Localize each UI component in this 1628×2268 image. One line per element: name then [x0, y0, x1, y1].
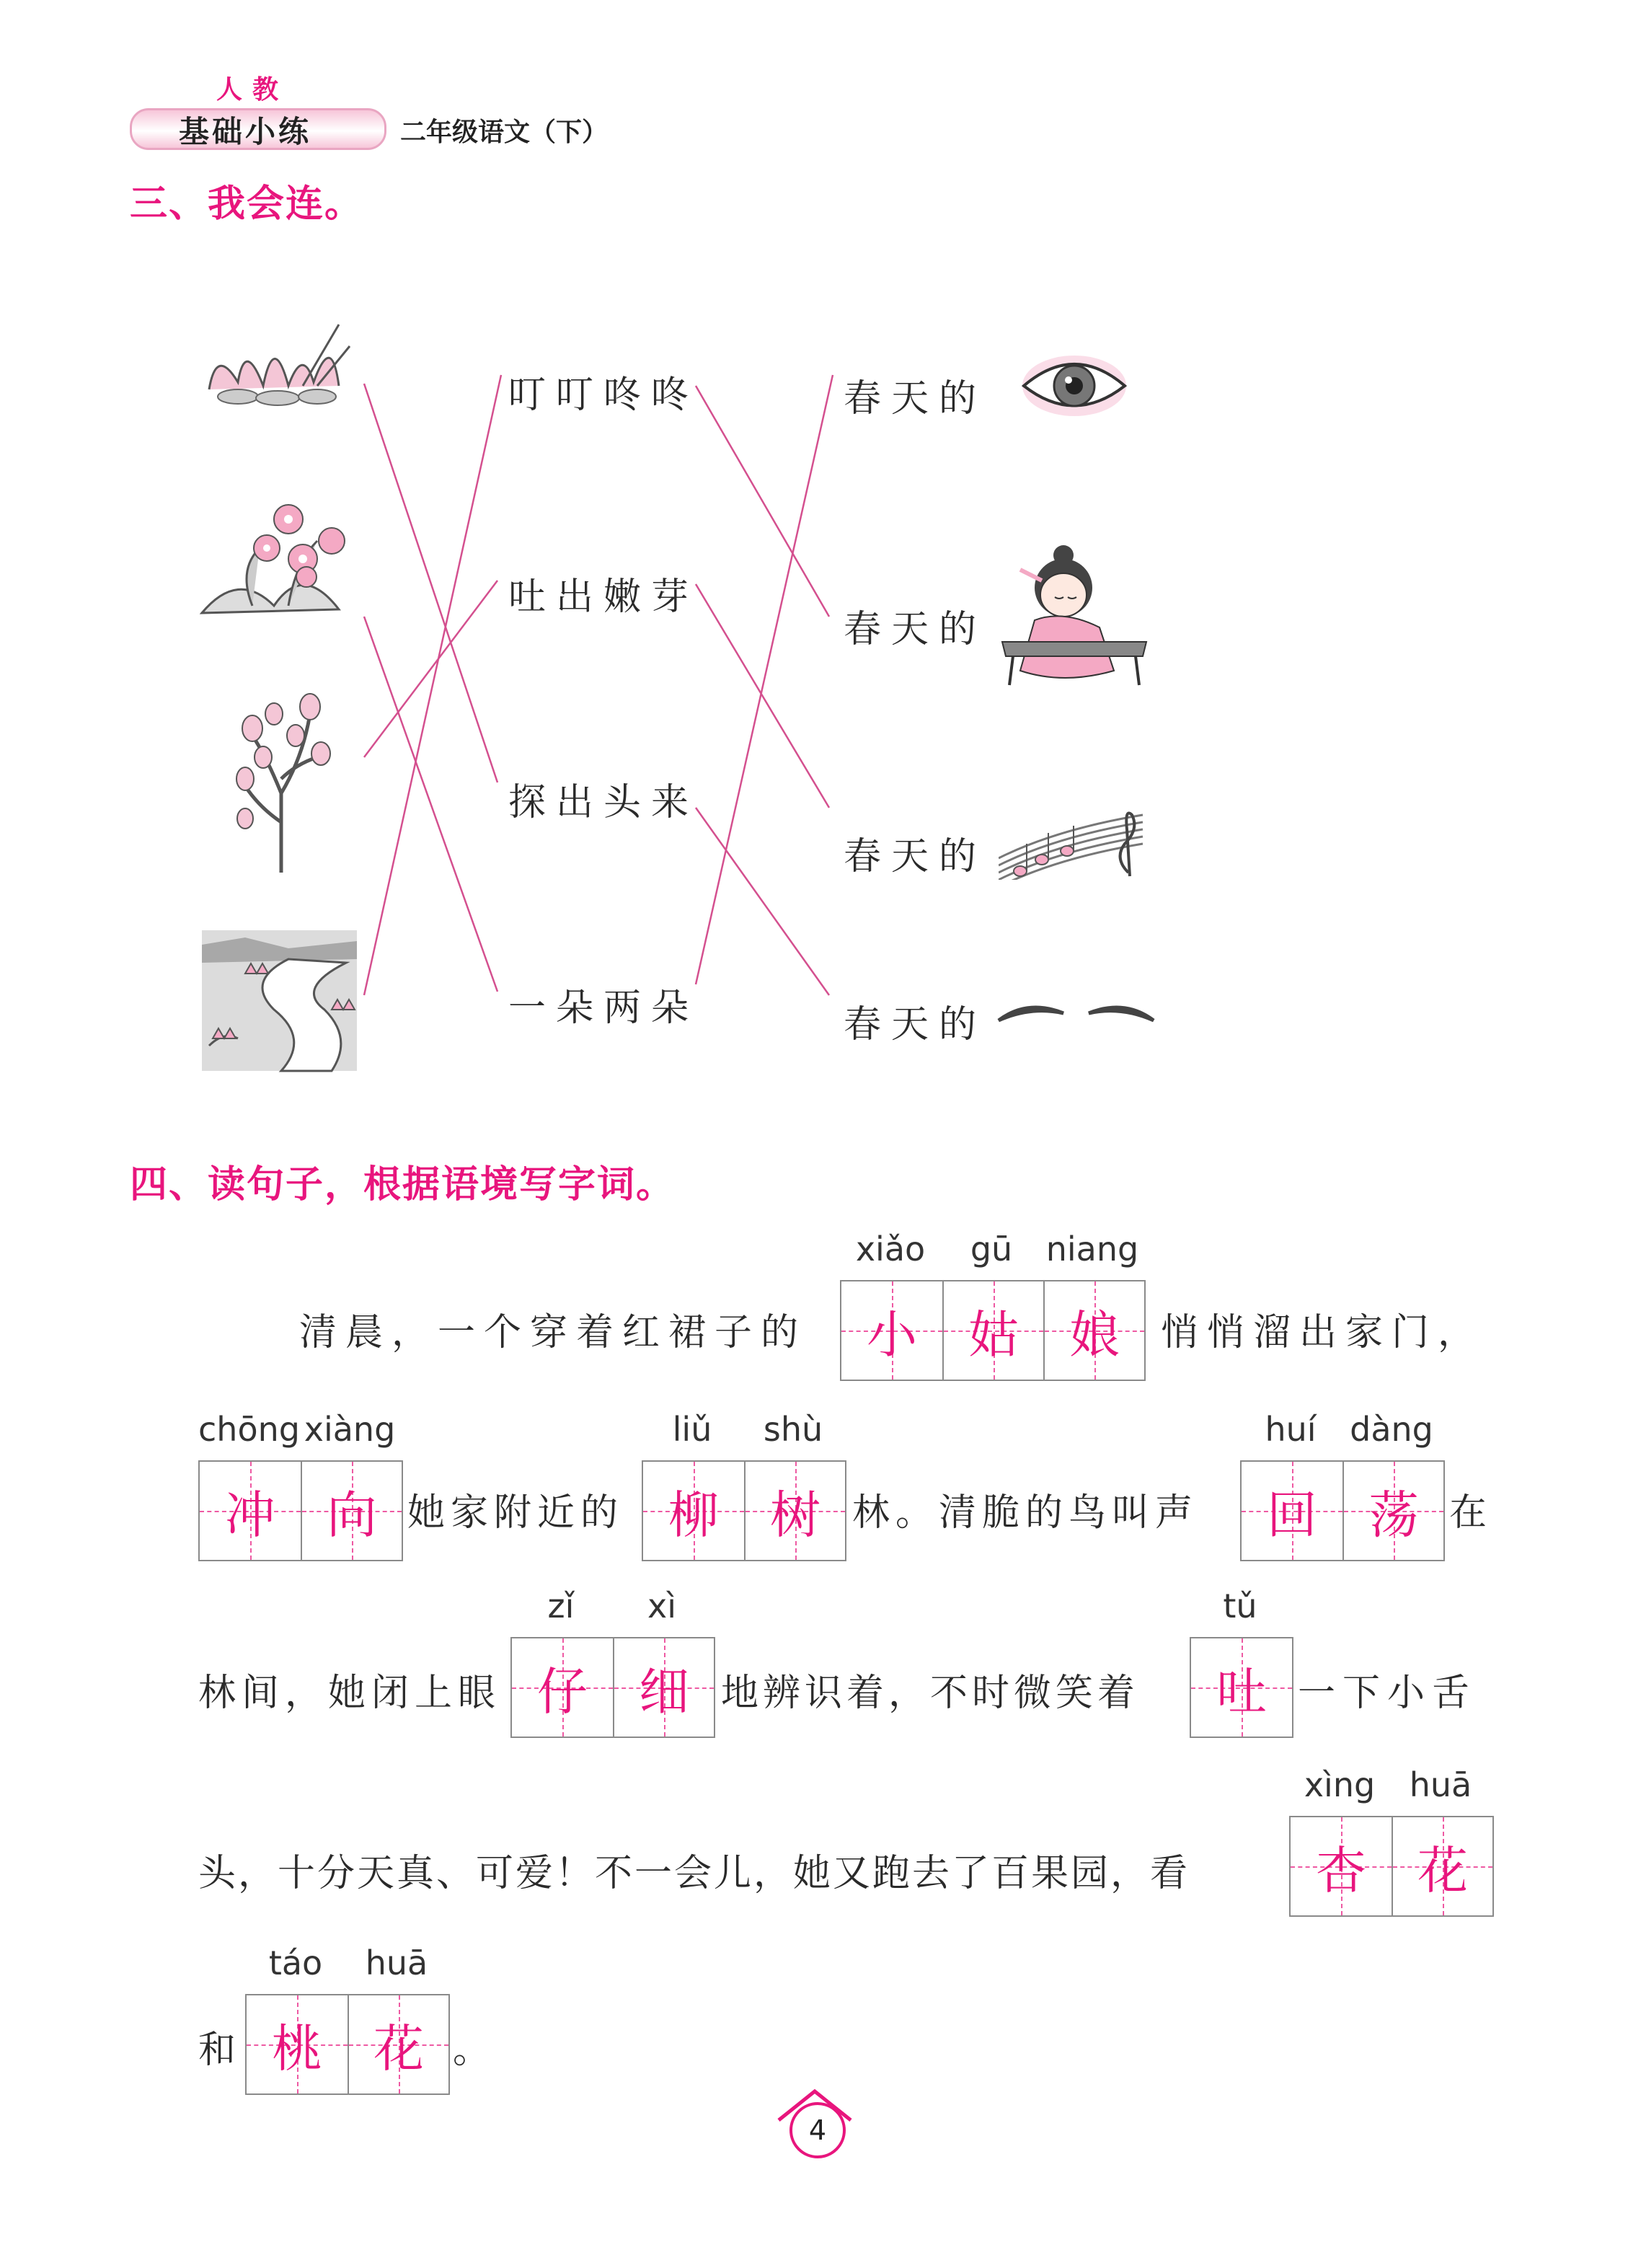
- line3-post: 一下小舌: [1298, 1672, 1477, 1715]
- subject-title: 二年级语文（下）: [400, 118, 609, 147]
- target-label-2: 春天的: [844, 608, 987, 651]
- writing-grid-5[interactable]: 仔 细: [510, 1637, 715, 1738]
- brand-label: 人教: [216, 74, 289, 105]
- line1-pre: 清晨，一个穿着红裙子的: [299, 1311, 808, 1354]
- section3-title: 三、我会连。: [130, 182, 364, 226]
- line2-post: 在: [1449, 1491, 1496, 1535]
- line-grass-to-phrase3: [364, 384, 497, 782]
- phrase-3: 探出头来: [508, 781, 699, 824]
- line2-mid2: 林。清脆的鸟叫声: [852, 1491, 1199, 1535]
- target-label-3: 春天的: [844, 835, 987, 878]
- writing-grid-2[interactable]: 冲 向: [198, 1460, 403, 1561]
- pinyin-blank2: chōng xiàng: [198, 1410, 396, 1449]
- target-label-4: 春天的: [844, 1003, 987, 1046]
- pinyin-blank1: xiǎo gū niang: [855, 1230, 1139, 1268]
- pinyin-blank5: zǐ xì: [547, 1587, 676, 1625]
- writing-grid-4[interactable]: 回 荡: [1240, 1460, 1445, 1561]
- writing-grid-8[interactable]: 桃 花: [245, 1994, 450, 2095]
- writing-grid-3[interactable]: 柳 树: [642, 1460, 846, 1561]
- line1-post: 悄悄溜出家门，: [1161, 1311, 1485, 1354]
- line3-mid: 地辨识着，不时微笑着: [721, 1672, 1140, 1715]
- writing-grid-6[interactable]: 吐: [1190, 1637, 1293, 1738]
- phrase-2: 吐出嫩芽: [508, 575, 699, 619]
- pinyin-blank6: tǔ: [1223, 1587, 1257, 1625]
- line-flowers-to-phrase4: [364, 617, 497, 992]
- line-phrase2-to-target3: [696, 584, 829, 808]
- matching-lines: [0, 0, 1628, 1125]
- line5-post: 。: [453, 2029, 500, 2072]
- line2-mid1: 她家附近的: [407, 1491, 624, 1535]
- section4-title: 四、读句子，根据语境写字词。: [130, 1163, 676, 1206]
- phrase-4: 一朵两朵: [508, 987, 699, 1030]
- line-phrase4-to-target1: [696, 375, 833, 984]
- line-phrase3-to-target4: [696, 808, 829, 995]
- pinyin-blank4: huí dàng: [1265, 1410, 1433, 1449]
- pinyin-blank3: liǔ shù: [672, 1410, 823, 1449]
- phrase-1: 叮叮咚咚: [508, 374, 699, 417]
- line3-pre: 林间，她闭上眼: [198, 1672, 502, 1715]
- target-label-1: 春天的: [844, 377, 987, 420]
- line5-pre: 和: [198, 2029, 245, 2072]
- page-number: 4: [789, 2102, 846, 2158]
- writing-grid-7[interactable]: 杏 花: [1289, 1816, 1494, 1917]
- pinyin-blank7: xìng huā: [1304, 1765, 1472, 1804]
- line-tree-to-phrase2: [364, 581, 497, 757]
- line-phrase1-to-target2: [696, 386, 829, 617]
- line4-pre: 头，十分天真、可爱！不一会儿，她又跑去了百果园，看: [198, 1852, 1190, 1895]
- writing-grid-1[interactable]: 小 姑 娘: [840, 1280, 1146, 1381]
- series-title: 基础小练: [179, 114, 312, 149]
- line-stream-to-phrase1: [364, 375, 501, 995]
- pinyin-blank8: táo huā: [268, 1943, 428, 1982]
